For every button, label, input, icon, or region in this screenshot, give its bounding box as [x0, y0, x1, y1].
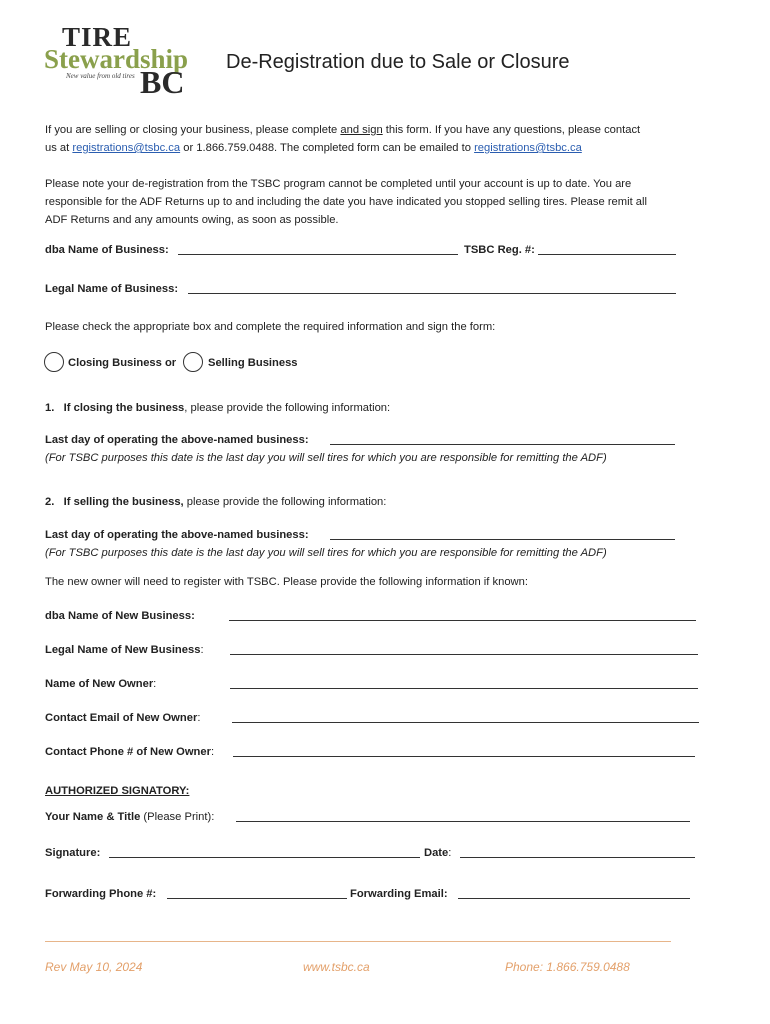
intro-text: If you are selling or closing your business, please complete: [45, 124, 341, 136]
owner-email-label-wrap: Contact Email of New Owner:: [45, 712, 201, 724]
dba-name-label: dba Name of Business:: [45, 244, 169, 256]
intro-text: this form. If you have any questions, please contact: [382, 124, 641, 136]
intro-line-1: [45, 123, 640, 137]
signatory-heading: AUTHORIZED SIGNATORY:: [45, 785, 190, 797]
section-1-note: (For TSBC purposes this date is the last day you will sell tires for which you are responsible for remitting the ADF): [45, 452, 607, 464]
email-link-2[interactable]: registrations@tsbc.ca: [474, 142, 582, 154]
page-title: De-Registration due to Sale or Closure: [226, 51, 570, 73]
dba-name-field[interactable]: [178, 244, 458, 255]
legal-name-field[interactable]: [188, 283, 676, 294]
owner-email-label: Contact Email of New Owner: [45, 712, 198, 724]
forwarding-phone-field[interactable]: [167, 888, 347, 899]
date-field[interactable]: [460, 847, 695, 858]
footer-revision: Rev May 10, 2024: [45, 960, 143, 974]
intro-text: us at: [45, 142, 73, 154]
closing-business-checkbox[interactable]: [44, 352, 64, 372]
signature-field[interactable]: [109, 847, 420, 858]
name-title-label: Your Name & Title: [45, 811, 141, 823]
owner-email-field[interactable]: [232, 712, 699, 723]
section-1-last-day-label: Last day of operating the above-named business:: [45, 434, 309, 446]
owner-phone-label: Contact Phone # of New Owner: [45, 746, 211, 758]
section-2-last-day-field[interactable]: [330, 529, 675, 540]
owner-name-label: Name of New Owner: [45, 678, 154, 690]
logo-bc-text: BC: [140, 64, 185, 100]
section-lead: If closing the business: [63, 402, 185, 414]
footer-phone: Phone: 1.866.759.0488: [505, 960, 630, 974]
section-rest: , please provide the following information:: [184, 402, 391, 414]
legal-new-business-label: Legal Name of New Business: [45, 644, 201, 656]
check-instruction: Please check the appropriate box and complete the required information and sign the form:: [45, 321, 496, 333]
section-2-last-day-label: Last day of operating the above-named business:: [45, 529, 309, 541]
note-line-3: ADF Returns and any amounts owing, as soon as possible.: [45, 214, 339, 226]
section-1-last-day-field[interactable]: [330, 434, 675, 445]
date-label: Date: [424, 847, 449, 859]
intro-line-2: [45, 141, 582, 155]
please-print: (Please Print):: [140, 811, 215, 823]
new-owner-intro: The new owner will need to register with TSBC. Please provide the following information if known:: [45, 576, 528, 588]
tsbc-reg-label: TSBC Reg. #:: [464, 244, 535, 256]
date-label-wrap: Date:: [424, 847, 452, 859]
legal-name-label: Legal Name of Business:: [45, 283, 179, 295]
email-link[interactable]: registrations@tsbc.ca: [72, 142, 181, 154]
intro-and-sign: and sign: [340, 124, 383, 136]
selling-business-checkbox[interactable]: [183, 352, 203, 372]
forwarding-email-label: Forwarding Email:: [350, 888, 448, 900]
section-1-heading: [45, 401, 390, 415]
forwarding-email-field[interactable]: [458, 888, 690, 899]
note-line-2: responsible for the ADF Returns up to and including the date you have indicated you stopped selling tires. Please remit all: [45, 196, 647, 208]
dba-new-business-field[interactable]: [229, 610, 696, 621]
note-line-1: Please note your de-registration from the TSBC program cannot be completed until your account is up to date. You are: [45, 178, 632, 190]
section-number: 1.: [45, 402, 55, 414]
forwarding-phone-label: Forwarding Phone #:: [45, 888, 157, 900]
dba-new-business-label: dba Name of New Business:: [45, 610, 195, 622]
logo-stewardship-text: Stewardship: [44, 44, 189, 74]
legal-new-business-label-wrap: Legal Name of New Business:: [45, 644, 204, 656]
signature-label: Signature:: [45, 847, 101, 859]
footer-website[interactable]: www.tsbc.ca: [303, 960, 370, 974]
name-title-field[interactable]: [236, 811, 690, 822]
logo-tire-text: TIRE: [62, 22, 133, 52]
selling-business-label: Selling Business: [208, 357, 298, 369]
section-number: 2.: [45, 496, 55, 508]
owner-name-label-wrap: Name of New Owner:: [45, 678, 157, 690]
legal-new-business-field[interactable]: [230, 644, 698, 655]
intro-text: or 1.866.759.0488. The completed form can be emailed to: [180, 142, 475, 154]
owner-phone-field[interactable]: [233, 746, 695, 757]
footer-rule: [45, 941, 671, 942]
name-title-label-wrap: [45, 810, 214, 824]
tsbc-reg-field[interactable]: [538, 244, 676, 255]
section-2-note: (For TSBC purposes this date is the last day you will sell tires for which you are responsible for remitting the ADF): [45, 547, 607, 559]
logo-tagline: New value from old tires: [66, 72, 135, 80]
section-lead: If selling the business,: [63, 496, 184, 508]
closing-business-label: Closing Business or: [68, 357, 177, 369]
owner-name-field[interactable]: [230, 678, 698, 689]
section-2-heading: [45, 495, 386, 509]
section-rest: please provide the following information:: [183, 496, 387, 508]
owner-phone-label-wrap: Contact Phone # of New Owner:: [45, 746, 215, 758]
